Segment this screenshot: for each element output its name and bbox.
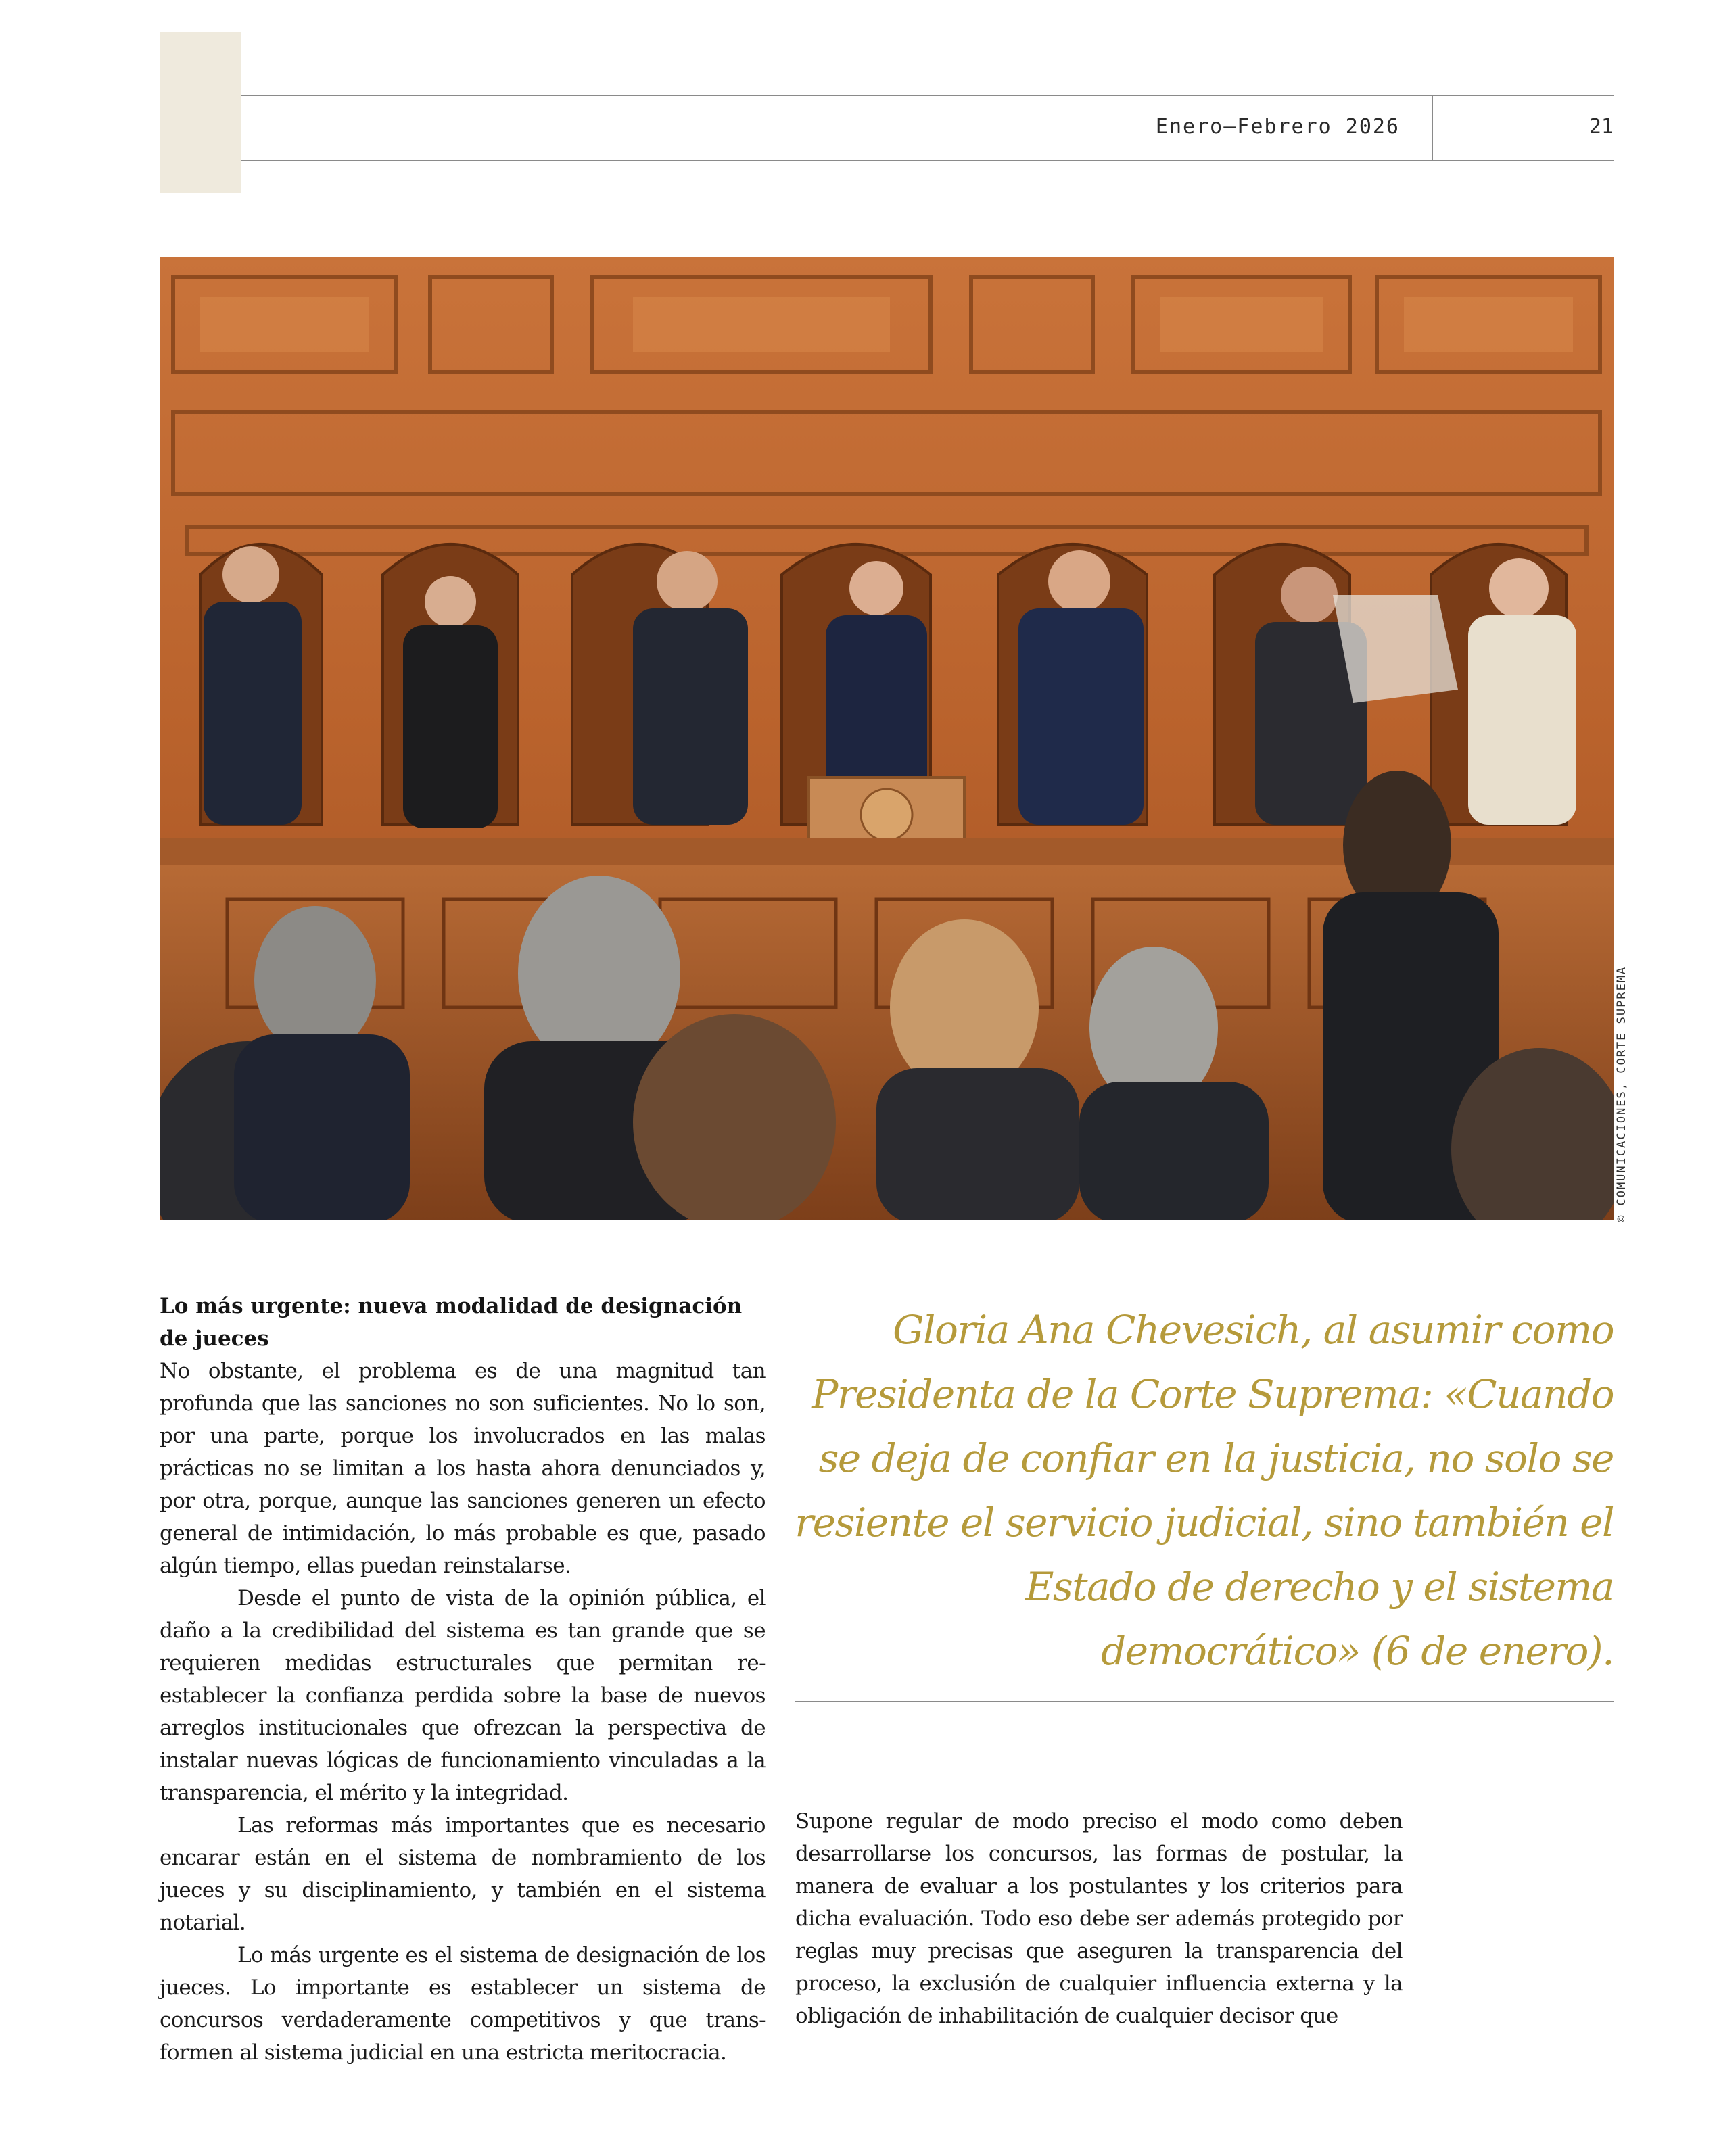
header-rule-top (241, 95, 1614, 96)
pull-quote: Gloria Ana Chevesich, al asumir como Presidenta de la Corte Suprema: «Cuando se deja de confiar en la justicia, no solo se resiente el servicio judicial, sino también el Estado de derecho y el sistema democrático» (6 de enero). (795, 1307, 1614, 1674)
photo-credit: © COMUNICACIONES, CORTE SUPREMA (1615, 965, 1628, 1222)
pull-quote-rule (795, 1701, 1614, 1702)
paragraph: Las reformas más importantes que es necesario encarar están en el sistema de nombramiento de los jueces y su disciplinamiento, y también en el sistema notarial. (160, 1813, 766, 1935)
paragraph: Desde el punto de vista de la opinión pública, el daño a la credibilidad del sistema es tan grande que se requieren medidas estructurales que permitan re-establecer la confianza perdida sobre la base de nuevos arreglos institucionales que ofrezcan la perspectiva de instalar nuevas lógicas de funcionamiento vinculadas a la transparencia, el mérito y la integridad. (160, 1586, 766, 1805)
article-photo (160, 257, 1614, 1220)
paragraph: Lo más urgente es el sistema de designación de los jueces. Lo importante es establecer un sistema de concursos verdaderamente competitivos y que trans-formen al sistema judicial en una estricta meritocracia. (160, 1943, 766, 2065)
header-color-tab (160, 32, 241, 193)
article-column-left (160, 1290, 766, 2069)
header-rule-bottom (241, 160, 1614, 161)
article-column-right (795, 1805, 1403, 2032)
page-number: 21 (1589, 115, 1614, 139)
paragraph: Supone regular de modo preciso el modo como deben desarrollarse los concursos, las formas de postular, la manera de evaluar a los postulantes y los criterios para dicha evaluación. Todo eso debe ser además protegido por reglas muy precisas que aseguren la transparencia del proceso, la exclusión de cualquier influencia externa y la obligación de inhabilitación de cualquier decisor que (795, 1809, 1403, 2028)
header-divider (1432, 95, 1433, 160)
paragraph: No obstante, el problema es de una magnitud tan profunda que las sanciones no son suficientes. No lo son, por una parte, porque los involucrados en las malas prácticas no se limitan a los hasta ahora denunciados y, por otra, porque, aunque las sanciones generen un efecto general de intimidación, lo más probable es que, pasado algún tiempo, ellas puedan reinstalarse. (160, 1359, 766, 1578)
photo-ceremony-illustration (160, 257, 1614, 1220)
section-heading: Lo más urgente: nueva modalidad de designación de jueces (160, 1294, 743, 1351)
issue-date: Enero–Febrero 2026 (1155, 115, 1400, 139)
